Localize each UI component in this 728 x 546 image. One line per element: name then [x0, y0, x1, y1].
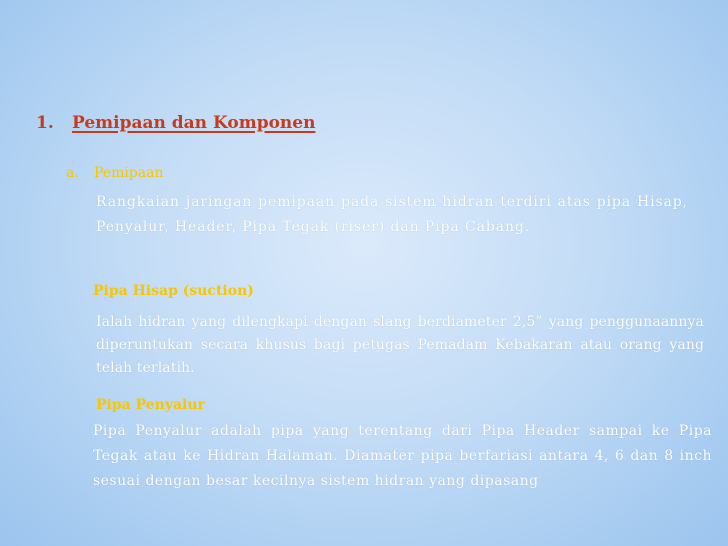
intro-paragraph: Rangkaian jaringan pemipaan pada sistem hidran terdiri atas pipa Hisap, Penyalur, Header, Pipa Tegak (riser) dan Pipa Cabang. — [96, 194, 688, 235]
section-title: Pemipaan dan Komponen — [72, 113, 316, 133]
subsection-letter: a. — [66, 165, 79, 181]
item-text-pipa-penyalur: Pipa Penyalur adalah pipa yang terentang dari Pipa Header sampai ke Pipa Tegak atau ke Hidran Halaman. Diamater pipa berfariasi antara 4, 6 dan 8 inch sesuai dengan besar kecilnya sistem hidran yang dipasang — [93, 423, 712, 489]
section-number: 1. — [36, 113, 54, 133]
subsection-heading — [66, 165, 164, 181]
subsection-title: Pemipaan — [94, 165, 164, 181]
item-label-pipa-hisap: Pipa Hisap (suction) — [93, 283, 254, 299]
section-heading — [36, 113, 315, 133]
item-label-pipa-penyalur: Pipa Penyalur — [96, 397, 205, 413]
item-text-pipa-hisap: Ialah hidran yang dilengkapi dengan slang berdiameter 2,5” yang penggunaannya diperuntukan secara khusus bagi petugas Pemadam Kebakaran atau orang yang telah terlatih. — [96, 314, 704, 376]
